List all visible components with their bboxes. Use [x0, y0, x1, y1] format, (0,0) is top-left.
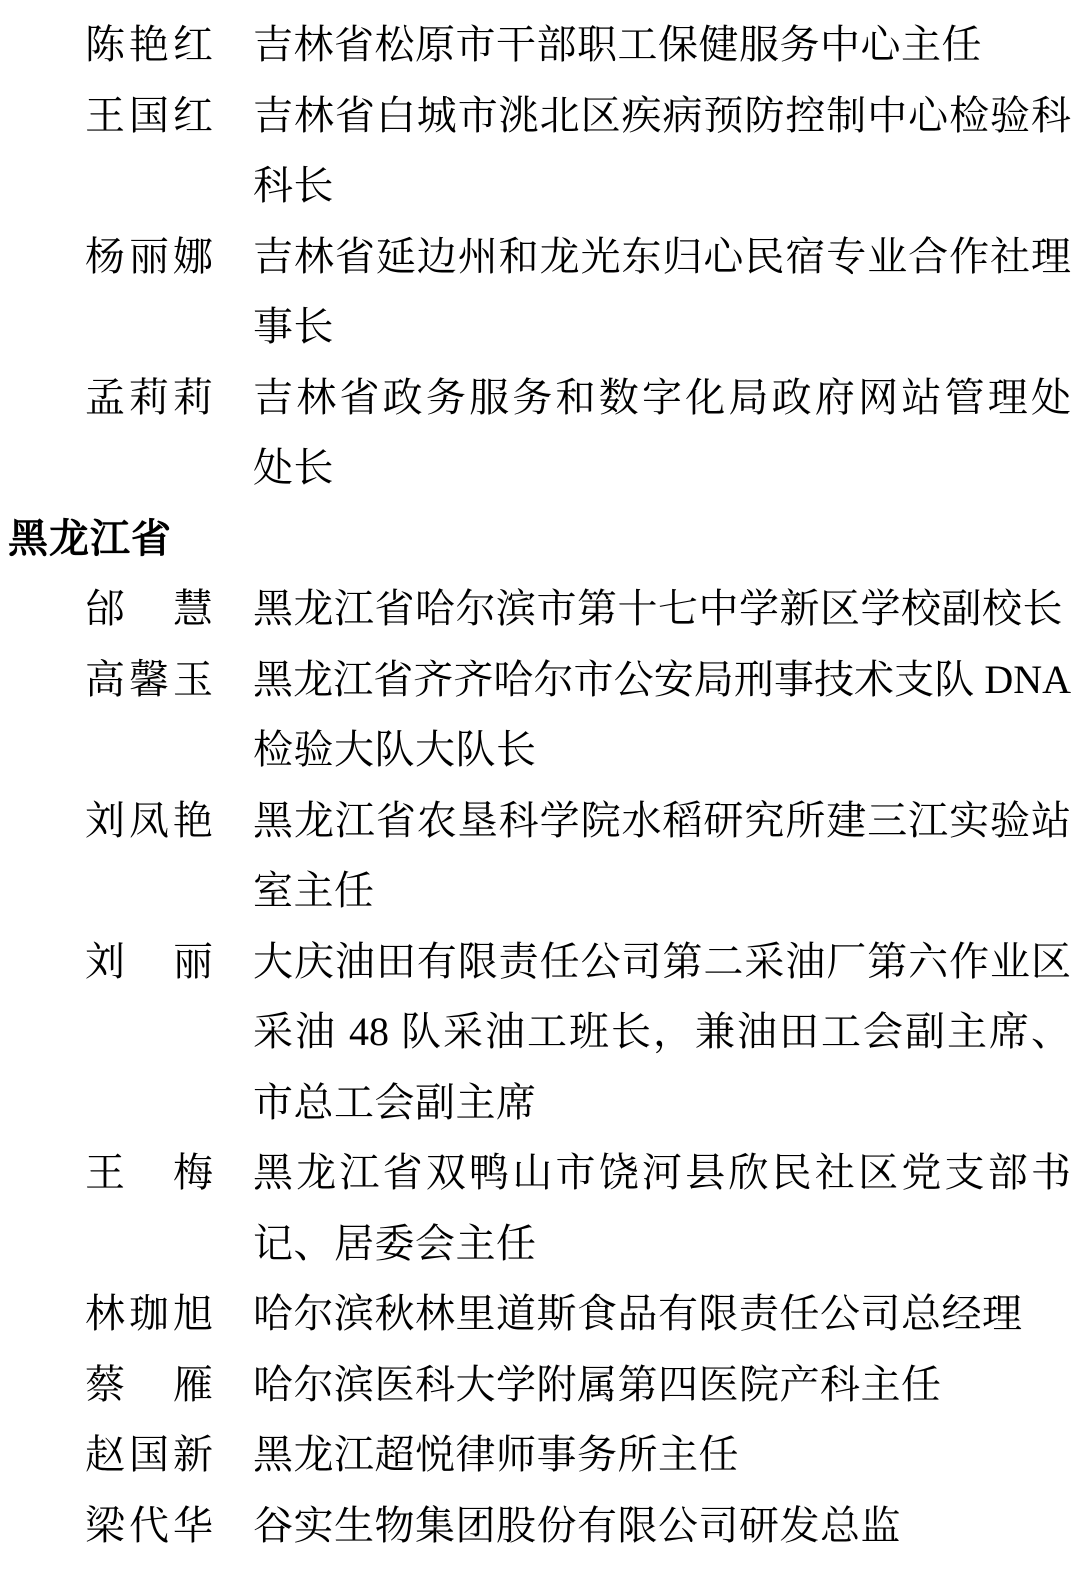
roster-entry	[0, 1491, 1080, 1562]
person-title	[253, 1491, 1071, 1562]
person-title-line: 黑龙江省齐齐哈尔市公安局刑事技术支队 DNA	[253, 656, 1071, 702]
province-header: 黑龙江省	[8, 516, 172, 561]
person-title-line: 检验大队大队长	[253, 727, 537, 772]
person-title-line: 黑龙江省哈尔滨市第十七中学新区学校副校长	[253, 586, 1063, 631]
person-title	[253, 1138, 1071, 1279]
person-title	[253, 10, 1071, 81]
person-title	[253, 1279, 1071, 1350]
person-title	[253, 574, 1071, 645]
roster-entry	[0, 222, 1080, 363]
person-title-line: 采油 48 队采油工班长，兼油田工会副主席、	[253, 1009, 1071, 1054]
roster-entry	[0, 10, 1080, 81]
person-name: 梁代华	[85, 1502, 217, 1548]
person-title-line: 哈尔滨医科大学附属第四医院产科主任	[253, 1361, 942, 1407]
person-title-line: 黑龙江超悦律师事务所主任	[253, 1432, 739, 1477]
roster-entry	[0, 1420, 1080, 1491]
person-title	[253, 81, 1071, 222]
person-title-line: 科长	[253, 163, 334, 208]
person-title	[253, 1420, 1071, 1491]
roster-entry	[0, 1350, 1080, 1421]
person-title	[253, 1350, 1071, 1421]
person-name: 刘 丽	[85, 938, 217, 984]
person-name: 林珈旭	[85, 1291, 217, 1336]
roster-entry	[0, 786, 1080, 927]
person-title-line: 谷实生物集团股份有限公司研发总监	[253, 1502, 901, 1548]
roster-entry	[0, 81, 1080, 222]
roster-entry	[0, 1138, 1080, 1279]
person-title-line: 哈尔滨秋林里道斯食品有限责任公司总经理	[253, 1291, 1023, 1336]
person-name: 杨丽娜	[85, 233, 217, 279]
person-title-line: 室主任	[253, 868, 375, 913]
roster-entry	[0, 574, 1080, 645]
roster-entry	[0, 927, 1080, 1139]
person-name: 蔡 雁	[85, 1361, 217, 1407]
person-title	[253, 222, 1071, 363]
person-title	[253, 363, 1071, 504]
person-name: 王 梅	[85, 1150, 217, 1195]
person-title-line: 事长	[253, 304, 334, 349]
person-name: 王国红	[85, 92, 217, 138]
person-title-line: 处长	[253, 445, 334, 490]
person-name: 陈艳红	[85, 22, 217, 67]
person-title-line: 记、居委会主任	[253, 1220, 537, 1266]
roster-entry	[0, 363, 1080, 504]
person-name: 孟莉莉	[85, 374, 217, 420]
person-name: 高馨玉	[85, 656, 217, 702]
person-title-line: 吉林省白城市洮北区疾病预防控制中心检验科	[253, 92, 1071, 138]
person-title-line: 吉林省松原市干部职工保健服务中心主任	[253, 22, 982, 67]
person-name: 刘凤艳	[85, 797, 217, 843]
person-title-line: 大庆油田有限责任公司第二采油厂第六作业区	[253, 938, 1071, 984]
person-name: 赵国新	[85, 1432, 217, 1477]
person-title-line: 黑龙江省双鸭山市饶河县欣民社区党支部书	[253, 1150, 1071, 1195]
roster-entry	[0, 645, 1080, 786]
roster-entry	[0, 1279, 1080, 1350]
person-title-line: 黑龙江省农垦科学院水稻研究所建三江实验站	[253, 797, 1071, 843]
person-title-line: 吉林省延边州和龙光东归心民宿专业合作社理	[253, 233, 1071, 279]
person-title-line: 市总工会副主席	[253, 1079, 537, 1125]
person-name: 邰 慧	[85, 586, 217, 631]
person-title	[253, 786, 1071, 927]
person-title	[253, 645, 1071, 786]
person-title-line: 吉林省政务服务和数字化局政府网站管理处	[253, 374, 1071, 420]
person-title	[253, 927, 1071, 1139]
